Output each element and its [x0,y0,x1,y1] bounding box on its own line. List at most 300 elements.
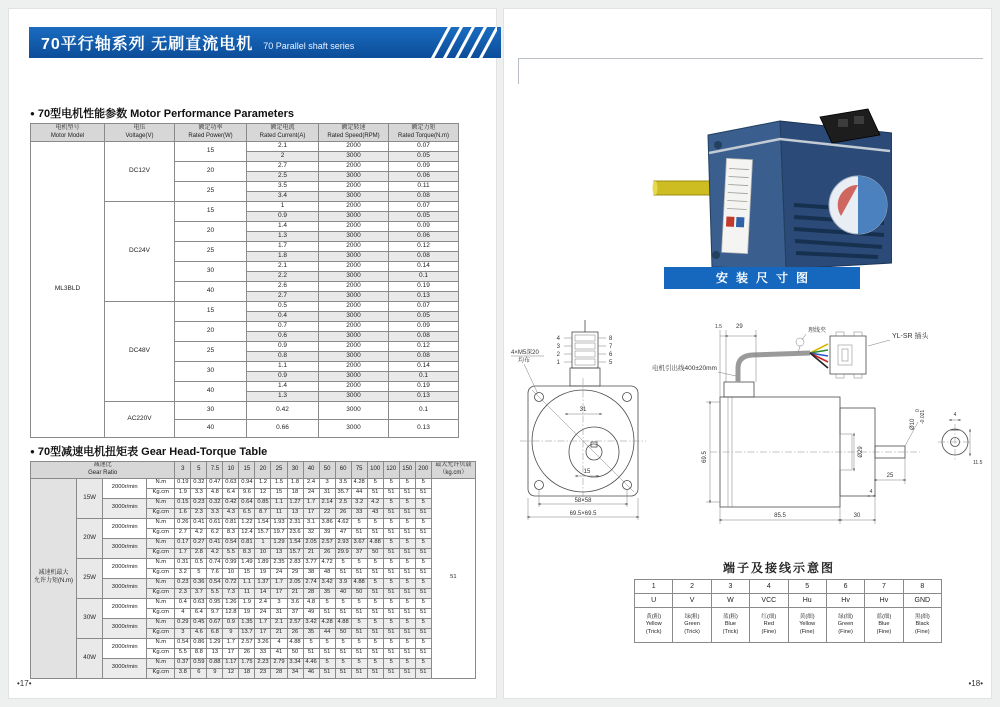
gear-power-cell: 20W [77,518,103,558]
gear-value-cell: 28 [271,668,287,678]
gear-value-cell: 51 [399,548,415,558]
gear-value-cell: 5 [383,498,399,508]
gear-value-cell: 50 [287,648,303,658]
gear-value-cell: 1.54 [255,518,271,528]
terminal-signal-cell: GND [903,594,941,608]
gear-value-cell: 2.79 [271,658,287,668]
current-cell: 2.1 [247,141,319,151]
tap-note: 均布 [518,358,531,364]
gear-value-cell: 5 [399,478,415,488]
current-cell: 2.1 [247,261,319,271]
gear-value-cell: 1.7 [303,498,319,508]
gear-value-cell: 5 [383,538,399,548]
gear-value-cell: 51 [367,528,383,538]
gear-value-cell: 1.7 [175,548,191,558]
gear-value-cell: 51 [351,648,367,658]
gear-value-cell: 6.4 [191,608,207,618]
current-cell: 0.4 [247,311,319,321]
shaft-end-view [938,412,983,466]
terminal-wire-cell: 绿(细) Green (Fine) [826,608,864,643]
gear-value-cell: 3 [319,478,335,488]
speed-cell: 2000 [319,341,389,351]
gear-value-cell: 29 [287,568,303,578]
speed-cell: 3000 [319,291,389,301]
gear-value-cell: 51 [351,528,367,538]
gear-value-cell: 0.61 [207,518,223,528]
gear-unit-cell: Kg.cm [147,568,175,578]
gear-value-cell: 9 [223,628,239,638]
gear-value-cell: 5 [335,638,351,648]
gear-value-cell: 0.26 [175,518,191,528]
gear-value-cell: 31 [271,608,287,618]
gear-torque-table [30,461,476,679]
pin-label: 6 [609,352,613,358]
gear-value-cell: 5 [415,638,431,648]
gear-value-cell: 0.47 [207,478,223,488]
gear-value-cell: 4.6 [191,628,207,638]
current-cell: 0.9 [247,371,319,381]
gear-value-cell: 26 [319,548,335,558]
ratio-header-cell: 3 [175,462,191,479]
current-cell: 1.1 [247,361,319,371]
power-cell: 20 [175,161,247,181]
voltage-cell: DC48V [105,301,175,401]
torque-cell: 0.08 [389,251,459,261]
gear-value-cell: 51 [367,648,383,658]
ratio-header-cell: 30 [287,462,303,479]
front-view [511,320,646,520]
current-cell: 2.7 [247,291,319,301]
gear-value-cell: 0.99 [223,558,239,568]
gear-unit-cell: Kg.cm [147,588,175,598]
page-top-rule [518,58,983,59]
gear-value-cell: 51 [415,548,431,558]
torque-cell: 0.05 [389,311,459,321]
gear-power-cell: 30W [77,598,103,638]
gear-speed-cell: 3000r/min [103,578,147,598]
current-cell: 2.7 [247,161,319,171]
dim-label: 69.5 [702,451,708,463]
gear-value-cell: 5 [335,658,351,668]
gear-value-cell: 51 [335,648,351,658]
dim-tol: -0.021 [920,409,926,424]
gear-value-cell: 17 [303,508,319,518]
gear-value-cell: 0.9 [223,618,239,628]
torque-cell: 0.09 [389,321,459,331]
terminal-pin-cell: 7 [865,580,903,594]
speed-cell: 2000 [319,241,389,251]
gear-value-cell: 23.6 [287,528,303,538]
gear-speed-cell: 3000r/min [103,658,147,678]
power-cell: 30 [175,401,247,419]
gear-value-cell: 21 [287,588,303,598]
gear-value-cell: 4.88 [351,578,367,588]
gear-unit-cell: N.m [147,598,175,608]
gear-value-cell: 5 [367,638,383,648]
gear-value-cell: 1.27 [287,498,303,508]
col-header-voltage: 电压 Voltage(V) [105,124,175,142]
gear-value-cell: 4 [271,638,287,648]
ratio-header-cell: 150 [399,462,415,479]
pin-label: 4 [556,336,560,342]
gear-value-cell: 51 [399,608,415,618]
torque-cell: 0.08 [389,351,459,361]
current-cell: 1.4 [247,381,319,391]
gear-value-cell: 5 [351,598,367,608]
gear-value-cell: 51 [415,528,431,538]
gear-value-cell: 6.8 [207,628,223,638]
ratio-header-cell: 15 [239,462,255,479]
gear-value-cell: 5 [367,658,383,668]
gear-value-cell: 7.3 [223,588,239,598]
gear-value-cell: 11 [239,588,255,598]
cable-wires [810,344,828,368]
gear-value-cell: 2.4 [255,598,271,608]
current-cell: 1.4 [247,221,319,231]
gear-value-cell: 51 [351,568,367,578]
current-cell: 2.5 [247,171,319,181]
gear-unit-cell: Kg.cm [147,548,175,558]
gear-value-cell: 5 [351,638,367,648]
gear-value-cell: 24 [303,488,319,498]
gear-value-cell: 17 [255,628,271,638]
terminal-wire-cell: 黑(细) Black (Fine) [903,608,941,643]
col-header-torque: 额定力矩 Rated Torque(N.m) [389,124,459,142]
gear-value-cell: 24 [271,568,287,578]
gear-value-cell: 5 [383,638,399,648]
gear-value-cell: 5 [383,558,399,568]
gear-value-cell: 3.2 [351,498,367,508]
gear-speed-cell: 3000r/min [103,618,147,638]
gear-unit-cell: Kg.cm [147,508,175,518]
terminal-wire-row [635,608,942,643]
speed-cell: 3000 [319,391,389,401]
gear-value-cell: 0.17 [175,538,191,548]
speed-cell: 2000 [319,281,389,291]
gear-value-cell: 34 [287,668,303,678]
ratio-header-cell: 25 [271,462,287,479]
gear-value-cell: 43 [367,508,383,518]
gear-value-cell: 2.1 [271,618,287,628]
gear-value-cell: 5 [399,558,415,568]
gear-value-cell: 2.57 [319,538,335,548]
current-cell: 1.3 [247,231,319,241]
gear-value-cell: 50 [335,628,351,638]
gear-value-cell: 5 [415,598,431,608]
yl-sr-connector [830,332,866,378]
torque-cell: 0.05 [389,211,459,221]
gear-value-cell: 1.89 [255,558,271,568]
plug-note: YL-SR 插头 [892,333,929,340]
speed-cell: 3000 [319,231,389,241]
gear-value-cell: 35 [303,628,319,638]
gear-row [31,598,476,608]
dim-label: 69.5×69.5 [569,511,597,517]
gear-unit-cell: N.m [147,578,175,588]
gear-value-cell: 38 [303,568,319,578]
gear-value-cell: 5 [415,658,431,668]
gear-value-cell: 0.54 [175,638,191,648]
gear-value-cell: 51 [399,628,415,638]
gear-value-cell: 14 [255,588,271,598]
current-cell: 1 [247,201,319,211]
terminal-signal-row [635,594,942,608]
gear-value-cell: 5 [367,598,383,608]
speed-cell: 3000 [319,271,389,281]
gear-value-cell: 5 [399,538,415,548]
gear-stub-label: 减速机最大 允许力矩(N.m) [31,478,77,678]
gear-value-cell: 51 [383,488,399,498]
gear-value-cell: 5 [319,638,335,648]
current-cell: 0.9 [247,341,319,351]
terminal-wire-cell: 绿(粗) Green (Trick) [673,608,711,643]
gear-value-cell: 51 [383,588,399,598]
gear-value-cell: 0.42 [223,498,239,508]
ratio-header-cell: 75 [351,462,367,479]
gear-value-cell: 0.74 [207,558,223,568]
gear-value-cell: 0.29 [175,618,191,628]
performance-section-title: ● 70型电机性能参数 Motor Performance Parameters [30,108,294,120]
terminal-wire-cell: 蓝(细) Blue (Fine) [865,608,903,643]
gear-value-cell: 2.8 [191,548,207,558]
gear-value-cell: 51 [383,608,399,618]
gear-value-cell: 1.54 [287,538,303,548]
current-cell: 0.42 [247,401,319,419]
gear-value-cell: 1.7 [255,618,271,628]
gear-value-cell: 5 [351,558,367,568]
gear-value-cell: 5 [415,498,431,508]
gear-value-cell: 18 [287,488,303,498]
gear-unit-cell: N.m [147,498,175,508]
torque-cell: 0.09 [389,221,459,231]
gear-speed-cell: 2000r/min [103,518,147,538]
perf-table-header [31,124,459,142]
gear-value-cell: 51 [319,648,335,658]
speed-cell: 2000 [319,381,389,391]
gear-value-cell: 51 [383,668,399,678]
gear-value-cell: 51 [383,628,399,638]
gear-value-cell: 4.62 [335,518,351,528]
gear-value-cell: 1.8 [287,478,303,488]
speed-cell: 2000 [319,201,389,211]
gear-value-cell: 2.3 [175,588,191,598]
gear-value-cell: 29.9 [335,548,351,558]
motor-performance-table [30,123,459,438]
gear-value-cell: 11 [271,508,287,518]
gear-value-cell: 18 [239,668,255,678]
gear-value-cell: 51 [399,648,415,658]
gear-unit-cell: N.m [147,478,175,488]
ratio-header-cell: 10 [223,462,239,479]
gear-value-cell: 4.2 [367,498,383,508]
pin-label: 2 [556,352,560,358]
gear-speed-cell: 2000r/min [103,598,147,618]
gear-value-cell: 12 [255,488,271,498]
current-cell: 0.6 [247,331,319,341]
terminal-signal-cell: VCC [750,594,788,608]
gear-value-cell: 51 [399,508,415,518]
speed-cell: 3000 [319,419,389,437]
gear-row [31,478,476,488]
gear-value-cell: 5 [191,568,207,578]
col-header-current: 额定电流 Rated Current(A) [247,124,319,142]
power-cell: 25 [175,341,247,361]
pin-label: 3 [556,344,560,350]
page-number-left: •17• [17,679,32,688]
current-cell: 2 [247,151,319,161]
gear-value-cell: 51 [383,548,399,558]
gear-value-cell: 0.19 [175,478,191,488]
gear-value-cell: 5 [383,478,399,488]
gear-value-cell: 47 [335,528,351,538]
gear-value-cell: 51 [335,568,351,578]
pin-label: 8 [609,336,613,342]
gear-value-cell: 0.27 [191,538,207,548]
gear-unit-cell: N.m [147,558,175,568]
gear-value-cell: 51 [399,528,415,538]
gear-value-cell: 0.54 [223,538,239,548]
gear-value-cell: 12.8 [223,608,239,618]
gear-value-cell: 15.7 [255,528,271,538]
ratio-header-cell: 100 [367,462,383,479]
series-title-en: 70 Parallel shaft series [263,40,355,51]
voltage-cell: DC24V [105,201,175,301]
gear-value-cell: 2.05 [287,578,303,588]
speed-cell: 2000 [319,161,389,171]
gear-value-cell: 0.95 [207,598,223,608]
gear-value-cell: 39 [319,528,335,538]
torque-cell: 0.1 [389,401,459,419]
gear-value-cell: 5 [399,618,415,628]
gear-value-cell: 21 [271,628,287,638]
side-view [652,324,930,524]
gear-value-cell: 3.77 [303,558,319,568]
power-cell: 15 [175,141,247,161]
gear-value-cell: 0.67 [207,618,223,628]
gear-value-cell: 26 [287,628,303,638]
current-cell: 0.5 [247,301,319,311]
speed-cell: 2000 [319,321,389,331]
current-cell: 1.3 [247,391,319,401]
power-cell: 30 [175,261,247,281]
gear-value-cell: 1.35 [239,618,255,628]
gear-value-cell: 40 [335,588,351,598]
gear-value-cell: 10 [223,568,239,578]
gear-value-cell: 0.4 [175,598,191,608]
terminal-signal-cell: V [673,594,711,608]
gear-value-cell: 0.94 [239,478,255,488]
gear-value-cell: 31 [319,488,335,498]
gear-value-cell: 22 [319,508,335,518]
motor-product-photo [652,97,892,267]
gear-value-cell: 9.6 [239,488,255,498]
max-load-value-cell: 51 [431,478,475,678]
gear-value-cell: 1.9 [175,488,191,498]
gear-unit-cell: N.m [147,638,175,648]
terminal-wire-cell: 蓝(粗) Blue (Trick) [711,608,749,643]
dim-label: 4 [869,489,873,495]
gear-value-cell: 13 [287,508,303,518]
gear-value-cell: 51 [367,628,383,638]
gear-value-cell: 51 [415,648,431,658]
gear-value-cell: 3 [175,628,191,638]
speed-cell: 3000 [319,211,389,221]
torque-cell: 0.13 [389,391,459,401]
bullet-icon: ● [30,447,35,456]
page-right [503,8,992,699]
gear-value-cell: 1 [255,538,271,548]
gear-value-cell: 0.23 [191,498,207,508]
gear-value-cell: 6.2 [207,528,223,538]
terminal-pin-cell: 8 [903,580,941,594]
gear-value-cell: 0.63 [223,478,239,488]
power-cell: 15 [175,301,247,321]
torque-cell: 0.07 [389,301,459,311]
gear-value-cell: 5 [367,518,383,528]
gear-value-cell: 37 [287,608,303,618]
torque-cell: 0.11 [389,181,459,191]
dimension-drawing [510,312,988,534]
gear-value-cell: 0.64 [239,498,255,508]
gear-row [31,518,476,528]
max-load-header: 最大允许负载 （kg.cm） [431,462,475,479]
gear-value-cell: 4.2 [207,548,223,558]
terminal-signal-cell: W [711,594,749,608]
gear-value-cell: 51 [335,608,351,618]
gear-value-cell: 0.31 [175,558,191,568]
gear-value-cell: 2.83 [287,558,303,568]
gear-value-cell: 1.93 [271,518,287,528]
gear-value-cell: 51 [399,668,415,678]
speed-cell: 3000 [319,351,389,361]
terminal-wire-cell: 黄(细) Yellow (Fine) [788,608,826,643]
gear-value-cell: 51 [367,668,383,678]
gear-value-cell: 5 [399,498,415,508]
gear-value-cell: 4.72 [319,558,335,568]
motor-shaft [654,181,712,195]
gear-value-cell: 8.3 [223,528,239,538]
gear-speed-cell: 3000r/min [103,498,147,518]
gear-value-cell: 33 [351,508,367,518]
gear-value-cell: 13.7 [239,628,255,638]
gear-value-cell: 5 [319,598,335,608]
speed-cell: 2000 [319,181,389,191]
gear-value-cell: 50 [367,548,383,558]
gear-value-cell: 2.74 [303,578,319,588]
speed-cell: 3000 [319,401,389,419]
gear-value-cell: 4.28 [351,478,367,488]
gear-value-cell: 51 [415,628,431,638]
gear-value-cell: 19 [255,568,271,578]
gear-value-cell: 0.36 [191,578,207,588]
current-cell: 0.8 [247,351,319,361]
gear-value-cell: 0.32 [207,498,223,508]
dim-label: 58×58 [574,498,592,504]
power-cell: 15 [175,201,247,221]
gear-value-cell: 17 [271,588,287,598]
voltage-cell: AC220V [105,401,175,437]
gear-value-cell: 0.81 [223,518,239,528]
gear-value-cell: 4.2 [191,528,207,538]
gear-value-cell: 2.23 [255,658,271,668]
gear-value-cell: 1.29 [271,538,287,548]
current-cell: 2.2 [247,271,319,281]
gear-value-cell: 3.1 [303,518,319,528]
gear-value-cell: 5 [399,598,415,608]
gear-value-cell: 19.7 [271,528,287,538]
gear-value-cell: 5 [399,578,415,588]
gear-value-cell: 9 [207,668,223,678]
